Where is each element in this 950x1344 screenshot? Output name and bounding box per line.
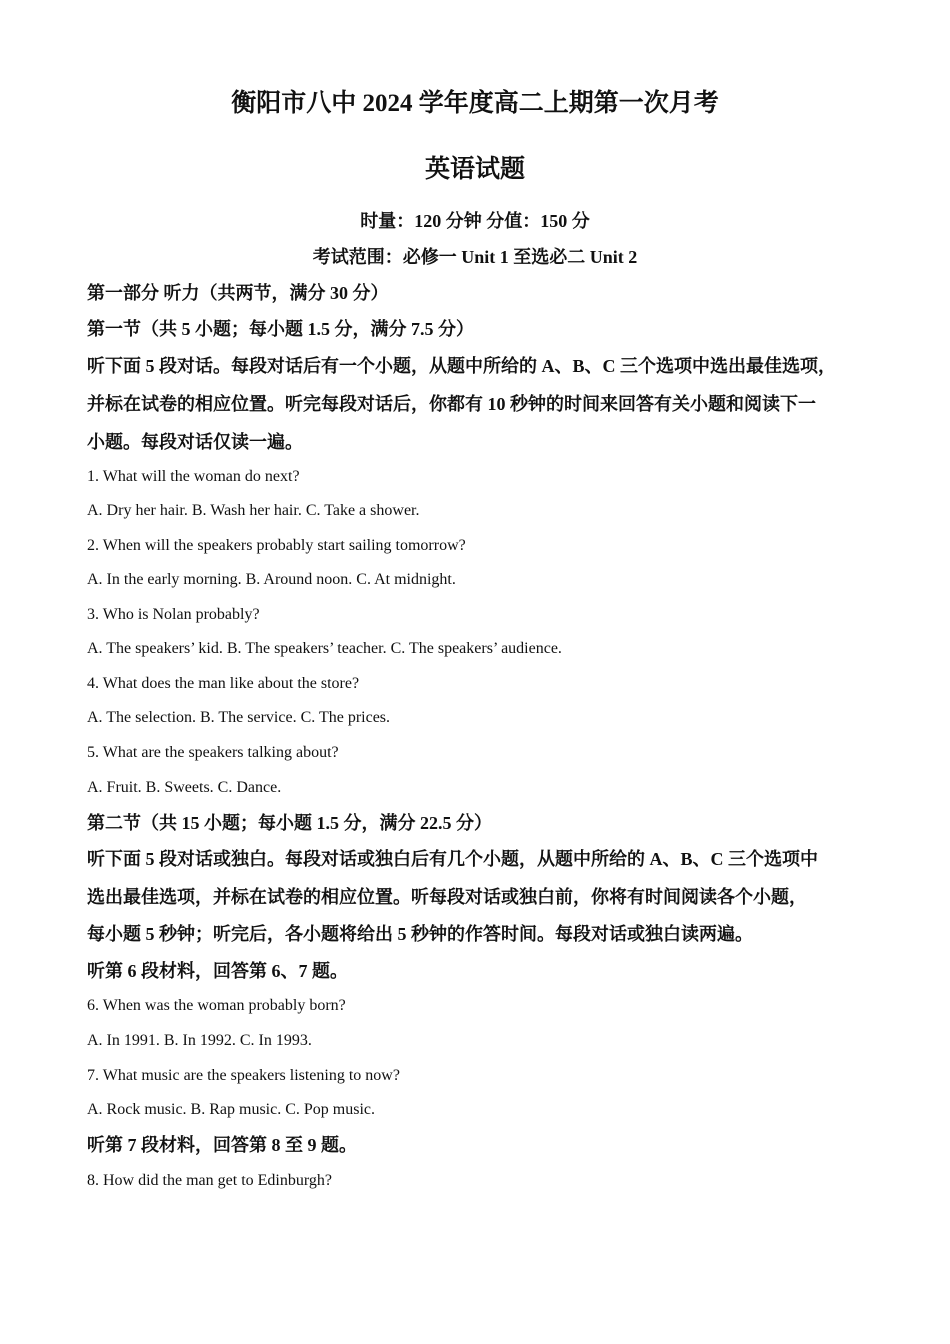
question-3-options: A. The speakers’ kid. B. The speakers’ teacher. C. The speakers’ audience. bbox=[87, 640, 562, 657]
question-7-options: A. Rock music. B. Rap music. C. Pop music. bbox=[87, 1101, 375, 1118]
question-7: 7. What music are the speakers listening to now? bbox=[87, 1067, 400, 1084]
material-7-heading: 听第 7 段材料，回答第 8 至 9 题。 bbox=[87, 1135, 357, 1155]
question-1: 1. What will the woman do next? bbox=[87, 468, 300, 485]
section1-instruction-line: 听下面 5 段对话。每段对话后有一个小题，从题中所给的 A、B、C 三个选项中选出最佳选项， bbox=[87, 356, 836, 376]
question-5: 5. What are the speakers talking about? bbox=[87, 744, 339, 761]
exam-title: 衡阳市八中 2024 学年度高二上期第一次月考 bbox=[231, 90, 719, 117]
section1-instruction-line: 并标在试卷的相应位置。听完每段对话后，你都有 10 秒钟的时间来回答有关小题和阅读下一 bbox=[87, 394, 816, 414]
section1-heading: 第一节（共 5 小题；每小题 1.5 分，满分 7.5 分） bbox=[87, 319, 474, 339]
section2-heading: 第二节（共 15 小题；每小题 1.5 分，满分 22.5 分） bbox=[87, 813, 492, 833]
question-3: 3. Who is Nolan probably? bbox=[87, 606, 260, 623]
section2-instruction-line: 听下面 5 段对话或独白。每段对话或独白后有几个小题，从题中所给的 A、B、C 三个选项中 bbox=[87, 849, 818, 869]
exam-subject: 英语试题 bbox=[424, 156, 525, 183]
question-5-options: A. Fruit. B. Sweets. C. Dance. bbox=[87, 779, 282, 796]
question-1-options: A. Dry her hair. B. Wash her hair. C. Take a shower. bbox=[87, 502, 420, 519]
question-2-options: A. In the early morning. B. Around noon. C. At midnight. bbox=[87, 571, 456, 588]
question-6-options: A. In 1991. B. In 1992. C. In 1993. bbox=[87, 1032, 312, 1049]
section2-instruction-line: 每小题 5 秒钟；听完后，各小题将给出 5 秒钟的作答时间。每段对话或独白读两遍。 bbox=[87, 924, 753, 944]
section2-instruction-line: 选出最佳选项，并标在试卷的相应位置。听每段对话或独白前，你将有时间阅读各个小题， bbox=[87, 887, 807, 907]
question-8: 8. How did the man get to Edinburgh? bbox=[87, 1172, 332, 1189]
section1-instruction-line: 小题。每段对话仅读一遍。 bbox=[87, 432, 303, 452]
question-4-options: A. The selection. B. The service. C. The prices. bbox=[87, 709, 391, 726]
exam-time-score: 时量：120 分钟 分值：150 分 bbox=[360, 211, 590, 231]
question-2: 2. When will the speakers probably start sailing tomorrow? bbox=[87, 537, 466, 554]
question-4: 4. What does the man like about the store? bbox=[87, 675, 360, 692]
exam-scope: 考试范围：必修一 Unit 1 至选必二 Unit 2 bbox=[312, 247, 638, 267]
question-6: 6. When was the woman probably born? bbox=[87, 997, 346, 1014]
part1-heading: 第一部分 听力（共两节，满分 30 分） bbox=[87, 283, 389, 303]
material-6-heading: 听第 6 段材料，回答第 6、7 题。 bbox=[87, 961, 348, 981]
